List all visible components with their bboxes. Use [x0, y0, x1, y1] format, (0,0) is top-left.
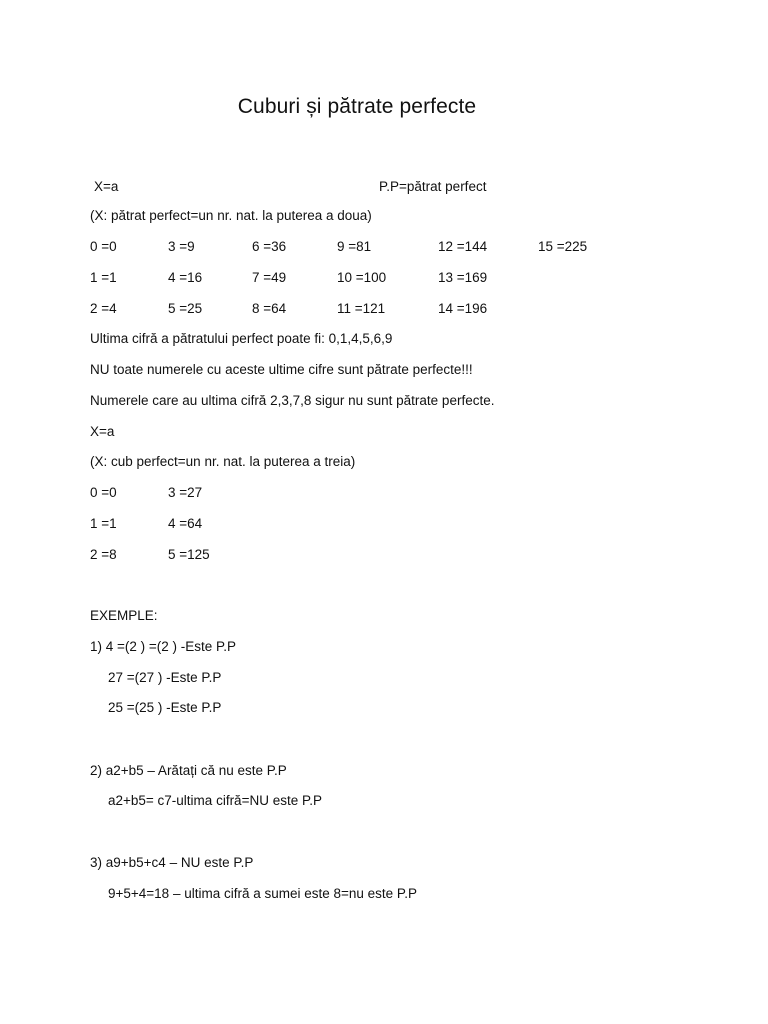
- example-line: 2) a2+b5 – Arătați că nu este P.P: [90, 763, 287, 778]
- example-line: 3) a9+b5+c4 – NU este P.P: [90, 855, 254, 870]
- square-cell: 13 =169: [438, 270, 488, 285]
- note-not-all: NU toate numerele cu aceste ultime cifre sunt pătrate perfecte!!!: [90, 362, 473, 377]
- square-cell: 1 =1: [90, 270, 117, 285]
- examples-heading: EXEMPLE:: [90, 608, 158, 623]
- cubes-x-label: X=a: [90, 424, 115, 439]
- square-cell: 10 =100: [337, 270, 387, 285]
- cube-cell: 1 =1: [90, 516, 117, 531]
- x-equals-a-label: X=a: [94, 179, 119, 194]
- cube-cell: 5 =125: [168, 547, 210, 562]
- cubes-definition: (X: cub perfect=un nr. nat. la puterea a treia): [90, 454, 356, 469]
- square-cell: 0 =0: [90, 239, 117, 254]
- cube-cell: 4 =64: [168, 516, 203, 531]
- square-cell: 14 =196: [438, 301, 488, 316]
- square-cell: 2 =4: [90, 301, 117, 316]
- squares-definition: (X: pătrat perfect=un nr. nat. la puterea a doua): [90, 208, 372, 223]
- example-line: 27 =(27 ) -Este P.P: [108, 670, 222, 685]
- square-cell: 11 =121: [337, 301, 386, 316]
- square-cell: 7 =49: [252, 270, 287, 285]
- square-cell: 9 =81: [337, 239, 372, 254]
- square-cell: 15 =225: [538, 239, 588, 254]
- square-cell: 6 =36: [252, 239, 287, 254]
- cube-cell: 3 =27: [168, 485, 203, 500]
- pp-definition-label: P.P=pătrat perfect: [379, 179, 487, 194]
- square-cell: 4 =16: [168, 270, 203, 285]
- example-line: 1) 4 =(2 ) =(2 ) -Este P.P: [90, 639, 237, 654]
- note-never-squares: Numerele care au ultima cifră 2,3,7,8 sigur nu sunt pătrate perfecte.: [90, 393, 495, 408]
- square-cell: 12 =144: [438, 239, 488, 254]
- example-line: 9+5+4=18 – ultima cifră a sumei este 8=nu este P.P: [108, 886, 417, 901]
- note-last-digit: Ultima cifră a pătratului perfect poate fi: 0,1,4,5,6,9: [90, 331, 393, 346]
- square-cell: 5 =25: [168, 301, 203, 316]
- cube-cell: 2 =8: [90, 547, 117, 562]
- square-cell: 3 =9: [168, 239, 195, 254]
- example-line: a2+b5= c7-ultima cifră=NU este P.P: [108, 793, 322, 808]
- cube-cell: 0 =0: [90, 485, 117, 500]
- example-line: 25 =(25 ) -Este P.P: [108, 700, 222, 715]
- document-title: Cuburi și pătrate perfecte: [237, 95, 477, 118]
- square-cell: 8 =64: [252, 301, 287, 316]
